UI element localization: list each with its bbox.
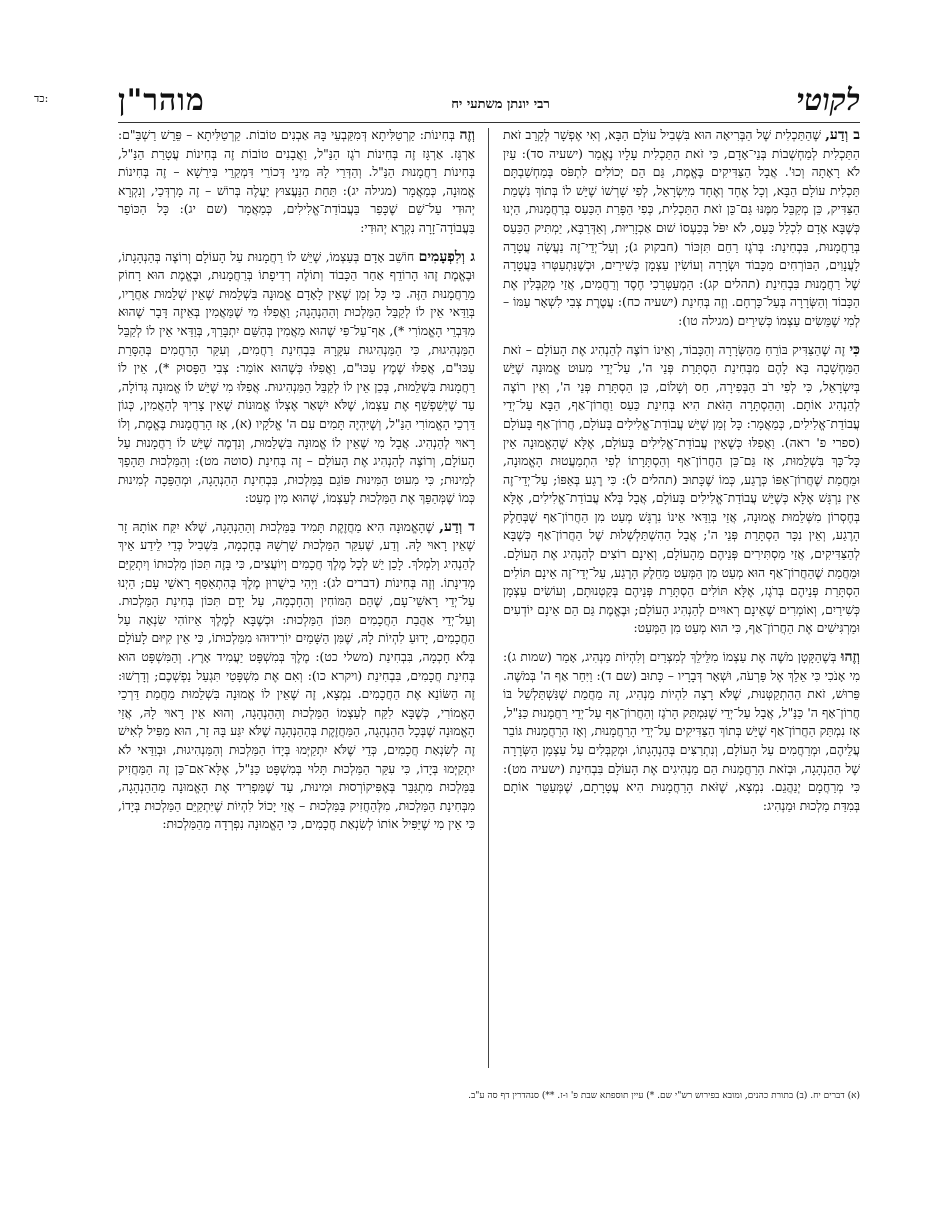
- paragraph-text: שֶׁהָאֱמוּנָה הִיא מַחֲזֶקֶת תָּמִיד בַּמַּלְכוּת וְהַהַנְהָגָה, שֶׁלֹּא יִקַּח אוֹתָהּ זָר שֶׁאֵין רָאוּי לָהּ. וְדַע, שֶׁעִקַּר הַמַּלְכוּת שָׁרְשָׁהּ בְּחָכְמָה, בִּשְׁבִיל כְּדֵי לֵידַע אֵיךְ לְהַנְהִיג וְלִמְלֹךְ. לָכֵן יֵשׁ לְכָל מֶלֶךְ חֲכָמִים וְיוֹעֲצִים, כִּי בָּזֶה תִּכּוֹן מַלְכוּתוֹ וְיִתְקַיֵּם מְדִינָתוֹ. וְזֶה בְּחִינוֹת (דברים לג): וַיְהִי בִישֻׁרוּן מֶלֶךְ בְּהִתְאַסֵּף רָאשֵׁי עָם; הַיְנוּ עַל־יְדֵי רָאשֵׁי־עָם, שֶׁהֵם הַמּוֹחִין וְהַחָכְמָה, עַל יָדָם תִּכּוֹן בְּחִינַת הַמַּלְכוּת. וְעַל־יְדֵי אַהֲבַת הַחֲכָמִים תִּכּוֹן הַמַּלְכוּת: וּכְשֶׁבָּא לְמֶלֶךְ אֵיזוֹהִי שִׂנְאָה עַל הַחֲכָמִים, יָדוּעַ לִהְיוֹת לָהּ, שֶׁמִּן הַשָּׁמַיִם יוֹרִידוּהוּ מִמַּלְכוּתוֹ, כִּי אֵין קִיּוּם לָעוֹלָם בְּלֹא חָכְמָה, בִּבְחִינַת (משלי כט): מֶלֶךְ בְּמִשְׁפָּט יַעֲמִיד אָרֶץ. וְהַמִּשְׁפָּט הוּא בְּחִינַת חֲכָמִים, בִּבְחִינַת (ויקרא כו): וְאִם אֶת מִשְׁפָּטַי תִּגְעַל נַפְשְׁכֶם; וְדָרְשׁוּ: זֶה הַשּׂוֹנֵא אֶת הַחֲכָמִים. נִמְצָא, זֶה שֶׁאֵין לוֹ אֱמוּנָה בִּשְׁלֵמוּת מֵחֲמַת דַּרְכֵי הָאֱמוֹרִי, כְּשֶׁבָּא לִקַּח לְעַצְמוֹ הַמַּלְכוּת וְהַהַנְהָגָה, וְהוּא אֵין רָאוּי לָהּ, אֲזַי הָאֱמוּנָה שֶׁבְּכָל הַהַנְהָגָה, הַמַּחֲזֶקֶת בְּהַהַנְהָגָה שֶׁלֹּא יִגַּע בָּהּ זָר, הוּא מַפִּיל לְאִישׁ זֶה לְשִׂנְאַת חֲכָמִים, כְּדֵי שֶׁלֹּא יִתְקַיְּמוּ בְּיָדוֹ הַמַּלְכוּת וְהַמַּנְהִיגוּת, וּבְוַדַּאי לֹא יִתְקַיְּמוּ בְּיָדוֹ, כִּי עִקַּר הַמַּלְכוּת תָּלוּי בְּמִשְׁפָּט כַּנַּ"ל, אֶלָּא־אִם־כֵּן זֶה הַמַּחֲזִיק בַּמַּלְכוּת מִתְגַּבֵּר בְּאֶפִּיקוֹרְסוּת וּמִינוּת, עַד שֶׁמַּפְרִיד אֶת הָאֱמוּנָה מֵהַהַנְהָגָה, מִבְּחִינַת הַמַּלְכוּת, מִלְּהַחֲזִיק בַּמַּלְכוּת – אֲזַי יָכוֹל לִהְיוֹת שֶׁיִּתְקַיֵּם הַמַּלְכוּת בְּיָדוֹ, כִּי אֵין מִי שֶׁיַּפִּיל אוֹתוֹ לְשִׂנְאַת חֲכָמִים, כִּי הָאֱמוּנָה נִפְרְדָה מֵהַמַּלְכוּת:: [118, 519, 475, 832]
- left-column: [118, 126, 475, 1071]
- paragraph-lead: ב וְדַע,: [825, 127, 860, 143]
- paragraph-lead: וְזֶהוּ: [840, 649, 860, 666]
- paragraph-lead: ג וְלִפְעָמִים: [418, 248, 475, 265]
- book-title: לקוטי: [796, 83, 860, 118]
- running-header: [118, 78, 860, 118]
- paragraph: [118, 248, 475, 508]
- paragraph: [503, 341, 860, 639]
- page-number: כד:: [34, 92, 49, 105]
- paragraph-text: חוֹשֵׁב אָדָם בְּעַצְמוֹ, שֶׁיֵּשׁ לוֹ רַחֲמָנוּת עַל הָעוֹלָם וְרוֹצֶה בְּהַנְהָגָתוֹ, וּבֶאֱמֶת זֶהוּ הָרוֹדֵף אַחַר הַכָּבוֹד וְתוֹלֶה רְדִיפָתוֹ בְּרַחֲמָנוּת, וּבֶאֱמֶת הוּא רָחוֹק מֵרַחֲמָנוּת הַזֶּה. כִּי כָּל זְמַן שֶׁאֵין לָאָדָם אֱמוּנָה בִּשְׁלֵמוּת שֶׁאֵין שְׁלֵמוּת אַחֲרָיו, בְּוַדַּאי אֵין לוֹ לְקַבֵּל הַמַּלְכוּת וְהַהַנְהָגָה; וַאֲפִלּוּ מִי שֶׁמַּאֲמִין בְּאֵיזֶה דָּבָר שֶׁהוּא מִדִּבְרֵי הָאֱמוֹרִי *), אַף־עַל־פִּי שֶׁהוּא מַאֲמִין בְּהַשֵּׁם יִתְבָּרַךְ, בְּוַדַּאי אֵין לוֹ לְקַבֵּל הַמַּנְהִיגוּת, כִּי הַמַּנְהִיגוּת עִקָּרָהּ בִּבְחִינַת רַחֲמִים, וְעִקַּר הָרַחֲמִים בְּהַסָּרַת עַכּוּ"ם, אֲפִלּוּ שֶׁמֶץ עַכּוּ"ם, וַאֲפִלּוּ כְּשֶׁהוּא אוֹמֵר: צְבִי הַפָּסוּק *), אֵין לוֹ רַחֲמָנוּת בִּשְׁלֵמוּת, בְּכֵן אֵין לוֹ לְקַבֵּל הַמַּנְהִיגוּת. אֲפִלּוּ מִי שֶׁיֵּשׁ לוֹ אֱמוּנָה גְּדוֹלָה, עַד שֶׁיְּשַׁפְשֵׁף אֶת עַצְמוֹ, שֶׁלֹּא יִשְׁאַר אֶצְלוֹ אֱמוּנוֹת שֶׁאֵין צָרִיךְ לְהַאֲמִין, כְּגוֹן דַּרְכֵי הָאֱמוֹרִי הַנַּ"ל, וְשֶׁיִּהְיֶה תָּמִים עִם ה' אֱלֹקָיו (א), אָז הָרַחֲמָנוּת בֶּאֱמֶת, וְלוֹ רָאוּי לְהַנְהִיג. אֲבָל מִי שֶׁאֵין לוֹ אֱמוּנָה בִּשְׁלֵמוּת, וְנִדְמֶה שֶׁיֵּשׁ לוֹ רַחֲמָנוּת עַל הָעוֹלָם, וְרוֹצֶה לְהַנְהִיג אֶת הָעוֹלָם – זֶה בְּחִינַת (סוטה מט): וְהַמַּלְכוּת תֵּהָפֵךְ לְמִינוּת; כִּי מִעוּט הַמִּינוּת פּוֹגֵם בַּמַּלְכוּת, בִּבְחִינַת הַהַנְהָגָה, וּמְהַפֵּכָה לְמִינוּת כְּמוֹ שֶׁמְּהַפֵּךְ אֶת הַמַּלְכוּת לְעַצְמוֹ, שֶׁהוּא מִין מְעַט:: [118, 249, 475, 506]
- text-columns: [118, 126, 860, 1071]
- paragraph-text: שֶׁהַתַּכְלִית שֶׁל הַבְּרִיאָה הוּא בִּשְׁבִיל עוֹלָם הַבָּא, וְאִי אֶפְשָׁר לְקָרֵב זֹאת הַתַּכְלִית לְמַחְשְׁבוֹת בְּנֵי־אָדָם, כִּי זֹאת הַתַּכְלִית עָלָיו נֶאֱמַר (ישעיה סד): עַיִן לֹא רָאָתָה וְכוּ'. אֲבָל הַצַּדִּיקִים בֶּאֱמֶת, גַּם הֵם יְכוֹלִים לִתְפֹּס בְּמַחְשַׁבְתָּם תַּכְלִית עוֹלָם הַבָּא, וְכָל אֶחָד וְאֶחָד מִיִּשְׂרָאֵל, לְפִי שָׁרְשׁוֹ שֶׁיֵּשׁ לוֹ בְּתוֹךְ נִשְׁמַת הַצַּדִּיק, כֵּן מְקַבֵּל מִמֶּנּוּ גַּם־כֵּן זֹאת הַתַּכְלִית, כְּפִי הַפָּרַת הַכַּעַס בְּרַחֲמָנוּת, הַיְנוּ כְּשֶׁבָּא אָדָם לִכְלַל כַּעַס, לֹא יִפֹּל בְּכַעְסוֹ שׁוּם אַכְזָרִיּוּת, וְאַדְּרַבָּא, יַמְתִּיק הַכַּעַס בְּרַחֲמָנוּת, בִּבְחִינַת: בְּרֹגֶז רַחֵם תִּזְכּוֹר (חבקוק ג); וְעַל־יְדֵי־זֶה נַעֲשָׂה עֲטָרָה לָעֲנָוִים, הַבּוֹרְחִים מִכָּבוֹד וּשְׂרָרָה וְעוֹשִׂין עַצְמָן כְּשִׁירַיִם, וּכְשֶׁנִּתְעַטְּרוּ בַּעֲטָרָה שֶׁל רַחֲמָנוּת בִּבְחִינַת (תהלים קג): הַמְעַטְּרֵכִי חֶסֶד וְרַחֲמִים, אֲזַי מְקַבְּלִין אֶת הַכָּבוֹד וְהַשְּׂרָרָה בְּעַל־כָּרְחָם. וְזֶה בְּחִינַת (ישעיה כח): עֲטֶרֶת צְבִי לִשְׁאָר עַמּוֹ – לְמִי שֶׁמֵּשִׂים עַצְמוֹ כְּשִׁירַיִם (מגילה טו):: [503, 128, 860, 328]
- right-column: [503, 126, 860, 1071]
- footnote: (א) דברים יח. (ב) בתורת כהנים, ומובא בפירוש רש"י שם. *) עיין תוספתא שבת פ' ו-ז. **) סנהדרין דף סה ע"ב.: [468, 1091, 860, 1101]
- paragraph-lead: וְזֶה: [459, 127, 475, 143]
- paragraph-lead: כִּי: [849, 341, 860, 358]
- paragraph-text: בְּשֶׁהַקָּטָן מֹשֶׁה אֶת עַצְמוֹ מִלֵּילֵךְ לְמִצְרַיִם וְלִהְיוֹת מַנְהִיג, אָמַר (שמות ג): מִי אָנֹכִי כִּי אֵלֵךְ אֶל פַּרְעֹה, וּשְׁאָר דְּבָרָיו – כָּתוּב (שם ד): וַיִּחַר אַף ה' בְּמֹשֶׁה. פֵּרוּשׁ, זֹאת הַהִתְקַטְּנוּת, שֶׁלֹּא רָצָה לִהְיוֹת מַנְהִיג, זֶה מֵחֲמַת שֶׁנִּשְׁתַּלְשֵׁל בּוֹ חֲרוֹן־אַף ה' כַּנַּ"ל, אֲבָל עַל־יְדֵי שֶׁנִּמְתַּק הָרֹגֶז וְהַחֲרוֹן־אַף עַל־יְדֵי רַחֲמָנוּת כַּנַּ"ל, אָז נִמְתַּק הַחֲרוֹן־אַף שֶׁיֵּשׁ בְּתוֹךְ הַצַּדִּיקִים עַל־יְדֵי הָרַחֲמָנוּת, וְאָז הָרַחֲמָנוּת גּוֹבֵר עֲלֵיהֶם, וּמְרַחֲמִים עַל הָעוֹלָם, וְנִתְרַצִּים בְּהַנְהָגָתוֹ, וּמְקַבְּלִים עַל עַצְמָן הַשְּׂרָרָה שֶׁל הַהַנְהָגָה, וּבְזֹאת הָרַחֲמָנוּת הֵם מַנְהִיגִים אֶת הָעוֹלָם בִּבְחִינַת (ישעיה מט): כִּי מְרַחֲמָם יְנַהֲגֵם. נִמְצָא, שֶׁזֹּאת הָרַחֲמָנוּת הִיא עֲטָרָתָם, שֶׁמְּעַטֵּר אוֹתָם בְּמִדַּת מַלְכוּת וּמַנְהִיג:: [503, 650, 860, 813]
- paragraph: [503, 648, 860, 815]
- book-title-second: מוהר"ן: [118, 83, 205, 118]
- paragraph: [118, 126, 475, 238]
- paragraph-text: בְּחִינוֹת: קַרְטַלִּיתָא דְּמִקַּבְעֵי בָּהּ אַבְנִים טוֹבוֹת. קַרְטַלִּיתָא – פֵּרֵשׁ רַשְׁבַּ"ם: אַרְגָּז. אַרְגָּז זֶה בְּחִינוֹת רֹגֶז הַנַּ"ל, וַאֲבָנִים טוֹבוֹת זֶה בְּחִינוֹת עֲטָרַת הַנַּ"ל, בְּחִינוֹת רַחֲמָנוּת הַנַּ"ל. וְהַדְּרֵי לָהּ מִינֵי דְּכוֹרֵי דִּמְקַרֵי בִּירֵשָׁא – זֶה בְּחִינוֹת אֱמוּנָה, כְּמַאֲמָר (מגילה יג): תַּחַת הַנַּעֲצוּץ יַעֲלֶה בְּרוֹשׁ – זֶה מָרְדְּכַי, וְנִקְרָא יְהוּדִי עַל־שֵׁם שֶׁכָּפַר בַּעֲבוֹדַת־אֱלִילִים, כְּמַאֲמָר (שם יג): כָּל הַכּוֹפֵר בַּעֲבוֹדָה־זָרָה נִקְרָא יְהוּדִי:: [118, 128, 475, 235]
- column-divider: [488, 128, 489, 1068]
- paragraph-text: זֶה שֶׁהַצַּדִּיק בּוֹרֵחַ מֵהַשְּׂרָרָה וְהַכָּבוֹד, וְאֵינוֹ רוֹצֶה לְהַנְהִיג אֶת הָעוֹלָם – זֹאת הַמַּחְשָׁבָה בָּא לָהֶם מִבְּחִינַת הַסְתָּרַת פְּנֵי ה', עַל־יְדֵי מִעוּט אֱמוּנָה שֶׁיֵּשׁ בְּיִשְׂרָאֵל, כִּי לְפִי רֹב הַבְּפִירָה, חַס וְשָׁלוֹם, כֵּן הַסְתָּרַת פְּנֵי ה', וְאֵין רוֹצֶה לְהַנְהִיג אוֹתָם. וְהַהַסְתָּרָה הַזֹּאת הִיא בְּחִינַת כַּעַס וַחֲרוֹן־אַף, הַבָּא עַל־יְדֵי עֲבוֹדַת־אֱלִילִים, כְּמַאֲמָר: כָּל זְמַן שֶׁיֵּשׁ עֲבוֹדַת־אֱלִילִים בָּעוֹלָם, חֲרוֹן־אַף בָּעוֹלָם (ספרי פ' ראה). וַאֲפִלּוּ כְּשֶׁאֵין עֲבוֹדַת־אֱלִילִים בָּעוֹלָם, אֶלָּא שֶׁהָאֱמוּנָה אֵין כָּל־כָּךְ בִּשְׁלֵמוּת, אָז גַּם־כֵּן הַחֲרוֹן־אַף וְהַסְתָּרָתוֹ לְפִי הִתְמַעֲטוּת הָאֱמוּנָה, וּמֵחֲמַת שֶׁחֲרוֹן־אַפּוֹ כְּרֶגַע, כְּמוֹ שֶׁכָּתוּב (תהלים ל): כִּי רֶגַע בְּאַפּוֹ; עַל־יְדֵי־זֶה אֵין נִרְגָּשׁ אֶלָּא כְּשֶׁיֵּשׁ עֲבוֹדַת־אֱלִילִים בָּעוֹלָם, אֲבָל בְּלֹא עֲבוֹדַת־אֱלִילִים, אֶלָּא בְּחֶסְרוֹן מִשְּׁלֵמוּת אֱמוּנָה, אֲזַי בְּוַדַּאי אֵינוֹ נִרְגָּשׁ מְעַט מִן הַחֲרוֹן־אַף שֶׁבְּחֵלֶק הָרֶגַע, וְאֵין נִכָּר הַסְתָּרַת פְּנֵי ה'; אֲבָל הַהִשְׁתַּלְשְׁלוּת שֶׁל הַחֲרוֹן־אַף כְּשֶׁבָּא לְהַצַּדִּיקִים, אֲזַי מַסְתִּירִים פְּנֵיהֶם מֵהָעוֹלָם, וְאֵינָם רוֹצִים לְהַנְהִיג אֶת הָעוֹלָם. וּמֵחֲמַת שֶׁהַחֲרוֹן־אַף הוּא מְעַט מִן הַמְּעַט מֵחֵלֶק הָרֶגַע, עַל־יְדֵי־זֶה אֵינָם תּוֹלִים הַסְתָּרַת פְּנֵיהֶם בְּרֹגֶז, אֶלָּא תּוֹלִים הַסְתָּרַת פְּנֵיהֶם בְּקַטְנוּתָם, וְעוֹשִׂים עַצְמָן כְּשִׁירַיִם, וְאוֹמְרִים שֶׁאֵינָם רְאוּיִים לְהַנְהִיג הָעוֹלָם; וּבֶאֱמֶת גַּם הֵם אֵינָם יוֹדְעִים וּמַרְגִּישִׁים אֶת הַחֲרוֹן־אַף, כִּי הוּא מְעַט מִן הַמְּעַט:: [503, 342, 860, 636]
- paragraph: [118, 518, 475, 834]
- paragraph: [503, 126, 860, 331]
- header-rule: [118, 122, 860, 123]
- paragraph-lead: ד וְדַע,: [439, 518, 475, 535]
- header-center-text: רבי יונתן משתעי יח: [451, 97, 550, 112]
